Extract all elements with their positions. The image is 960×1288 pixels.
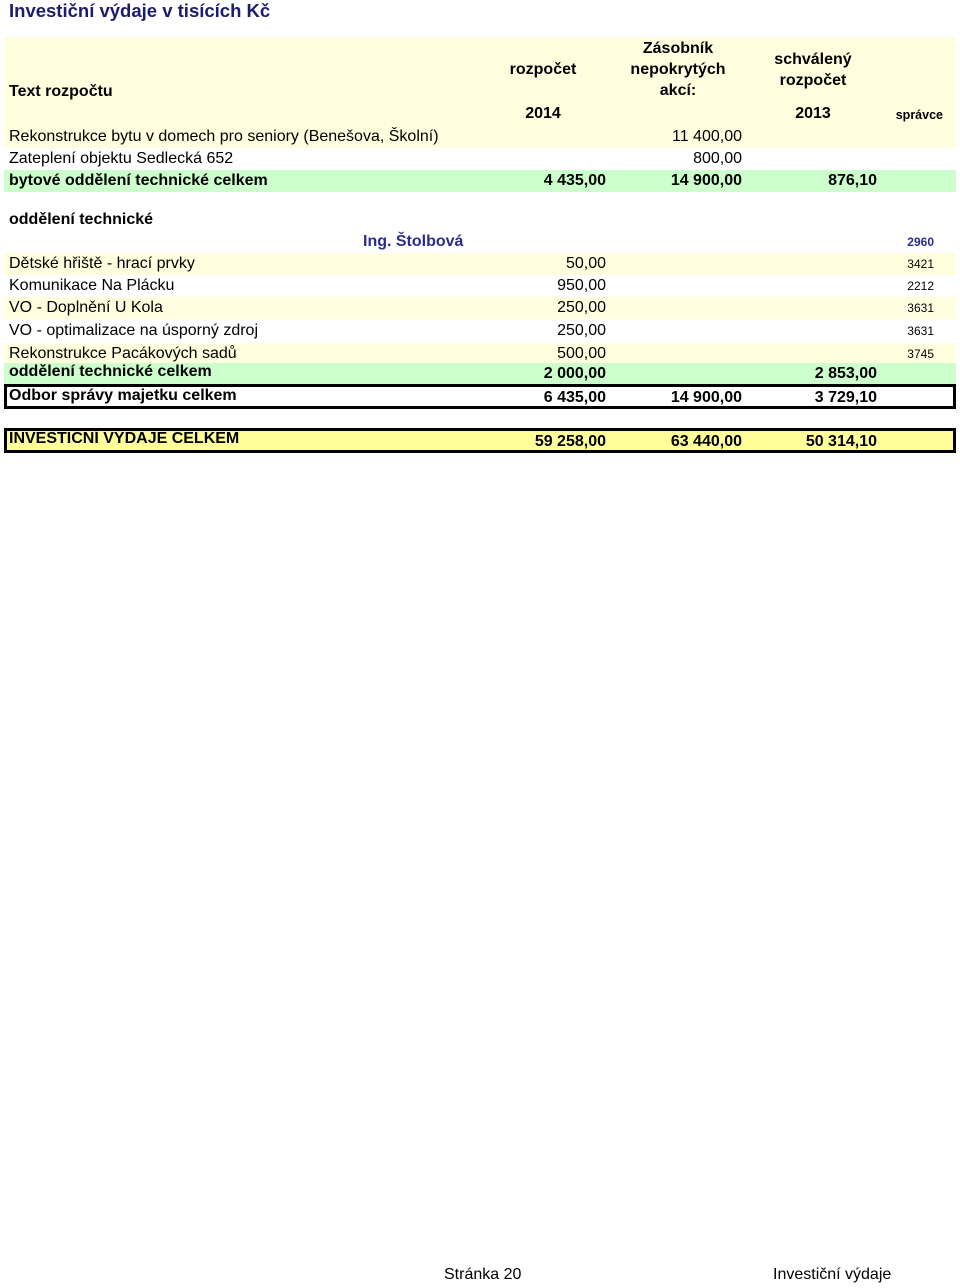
header-year-rozpocet: 2014 (525, 105, 561, 122)
total-row-odbor: Odbor správy majetku celkem 6 435,00 14 900,00 3 729,10 (4, 384, 956, 409)
section-heading: oddělení technické (9, 211, 154, 228)
table-row: Komunikace Na Plácku 950,00 2212 (9, 277, 934, 294)
page-title: Investiční výdaje v tisících Kč (9, 0, 271, 21)
table-row: Rekonstrukce Pacákových sadů 500,00 3745 (4, 343, 956, 365)
table-header (4, 37, 956, 126)
header-zasobnik: Zásobník nepokrytých akcí: (630, 40, 726, 99)
footer-sheet-name: Investiční výdaje (773, 1266, 892, 1283)
header-spravce: správce (895, 108, 943, 122)
manager-name: Ing. Štolbová (363, 233, 464, 250)
header-schvaleny: schválený rozpočet (774, 51, 852, 89)
header-year-schvaleny: 2013 (795, 105, 831, 122)
subtotal-row-technicke: oddělení technické celkem 2 000,00 2 853,00 (4, 363, 956, 385)
grand-total-row: INVESTIČNÍ VÝDAJE CELKEM 59 258,00 63 440,00 50 314,10 (4, 428, 956, 453)
manager-row (4, 231, 956, 253)
footer-page-number: Stránka 20 (444, 1266, 522, 1283)
table-row: Rekonstrukce bytu v domech pro seniory (Benešova, Školní) 11 400,00 (4, 126, 956, 148)
table-row: VO - optimalizace na úsporný zdroj 250,00 3631 (9, 322, 934, 339)
subtotal-row-bytove: bytové oddělení technické celkem 4 435,00 14 900,00 876,10 (4, 170, 956, 192)
header-text-rozpoctu: Text rozpočtu (9, 83, 113, 100)
manager-code: 2960 (907, 235, 934, 249)
table-row: Dětské hřiště - hrací prvky 50,00 3421 (4, 253, 956, 275)
table-row: Zateplení objektu Sedlecká 652 800,00 (9, 150, 742, 167)
header-rozpocet: rozpočet (509, 61, 577, 78)
table-row: VO - Doplnění U Kola 250,00 3631 (4, 297, 956, 319)
